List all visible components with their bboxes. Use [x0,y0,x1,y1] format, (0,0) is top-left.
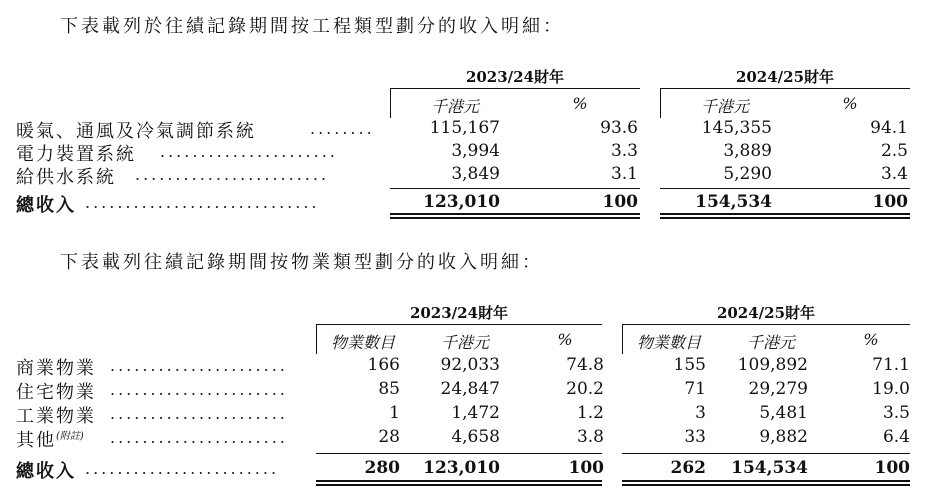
table2-unit-count-2: 物業數目 [636,333,701,352]
table2-unit-pct-1: % [557,330,573,349]
table1-unit-pct-1: % [572,94,588,113]
table2-total-cell: 123,010 [423,458,500,478]
table2-cell: 19.0 [872,379,910,399]
table1-total-cell: 123,010 [423,192,500,212]
leader-dots: ...................... [110,428,288,447]
table2-cell: 3 [695,403,706,423]
leader-dots: ...................... [160,142,338,161]
table1-col-divider-1 [390,88,391,118]
table1-cell: 3.4 [880,164,908,184]
table2-total-cell: 154,534 [731,458,808,478]
footnote-marker: (附註) [56,431,84,442]
table1-year-rule-2 [660,88,910,89]
intro-text-property-type: 下表載列往績記錄期間按物業類型劃分的收入明細： [60,252,543,273]
table1-subtotal-rule-1 [390,188,640,189]
table1-cell: 3,849 [451,164,500,184]
table2-cell: 1 [389,403,400,423]
table2-unit-hkd-2: 千港元 [746,333,795,352]
table2-cell: 6.4 [882,427,910,447]
table2-cell: 71 [684,379,706,399]
leader-dots: ...................... [110,356,288,375]
table2-cell: 5,481 [759,403,808,423]
table2-cell: 92,033 [440,355,500,375]
table2-total-cell: 280 [364,458,400,478]
table2-subtotal-rule-2 [622,453,910,454]
table2-cell: 20.2 [566,379,604,399]
leader-dots: ........................ [135,165,330,184]
table1-cell: 3,994 [451,141,500,161]
table2-cell: 28 [378,427,400,447]
table1-total-double-rule-1 [390,213,640,219]
table2-unit-pct-2: % [863,330,879,349]
table1-cell: 3,889 [723,141,772,161]
table2-year-rule-1 [316,324,602,325]
leader-dots: ........................ [85,459,280,478]
table1-cell: 145,355 [701,118,772,138]
table2-year-header-1: 2023/24財年 [409,304,509,322]
table1-cell: 3.1 [610,164,638,184]
leader-dots: ...................... [110,380,288,399]
table2-row-label: 住宅物業 [16,382,96,403]
table1-total-label: 總收入 [16,195,76,216]
table2-cell: 155 [673,355,706,375]
table2-row-label [16,426,84,452]
table1-cell: 3.3 [610,141,638,161]
table1-cell: 115,167 [429,118,500,138]
leader-dots: ........ [310,119,375,138]
table2-cell: 29,279 [748,379,808,399]
table2-cell: 85 [378,379,400,399]
leader-dots: ............................. [85,193,320,212]
table1-unit-hkd-1: 千港元 [430,97,479,116]
table2-row-label-text: 其他 [16,430,56,451]
table2-total-cell: 262 [670,458,706,478]
table1-total-cell: 100 [872,192,908,212]
table2-col-divider-1 [316,324,317,354]
table2-unit-hkd-1: 千港元 [440,333,489,352]
table2-total-double-rule-1 [316,480,602,486]
table2-cell: 3.5 [882,403,910,423]
table2-year-rule-2 [622,324,910,325]
table2-cell: 24,847 [440,379,500,399]
table1-year-rule-1 [390,88,640,89]
table2-cell: 74.8 [566,355,604,375]
table2-year-header-2: 2024/25財年 [716,304,816,322]
table2-col-divider-2 [622,324,623,354]
table2-cell: 166 [367,355,400,375]
table2-total-double-rule-2 [622,480,910,486]
table2-cell: 9,882 [759,427,808,447]
table1-year-header-2: 2024/25財年 [735,68,835,86]
table2-cell: 4,658 [451,427,500,447]
leader-dots: ...................... [110,404,288,423]
table1-row-label: 暖氣、通風及冷氣調節系統 [16,121,256,142]
table1-total-cell: 154,534 [695,192,772,212]
table1-subtotal-rule-2 [660,188,910,189]
table1-unit-pct-2: % [842,94,858,113]
table2-subtotal-rule-1 [316,453,602,454]
table1-cell: 93.6 [600,118,638,138]
table1-year-header-1: 2023/24財年 [465,68,565,86]
table1-row-label: 給供水系統 [16,167,116,188]
table1-cell: 5,290 [723,164,772,184]
table2-total-cell: 100 [568,458,604,478]
table2-cell: 109,892 [737,355,808,375]
table2-cell: 33 [684,427,706,447]
table1-row-label: 電力裝置系統 [16,144,136,165]
table2-cell: 3.8 [576,427,604,447]
table2-cell: 1.2 [576,403,604,423]
table2-row-label: 商業物業 [16,358,96,379]
table1-total-double-rule-2 [660,213,910,219]
table2-total-cell: 100 [874,458,910,478]
table1-col-divider-2 [660,88,661,118]
table1-total-cell: 100 [602,192,638,212]
table2-total-label: 總收入 [16,461,76,482]
table2-cell: 71.1 [872,355,910,375]
table2-unit-count-1: 物業數目 [330,333,395,352]
intro-text-work-type: 下表載列於往績記錄期間按工程類型劃分的收入明細： [60,16,564,37]
table2-cell: 1,472 [451,403,500,423]
table1-cell: 94.1 [870,118,908,138]
table1-unit-hkd-2: 千港元 [700,97,749,116]
table2-row-label: 工業物業 [16,406,96,427]
table1-cell: 2.5 [880,141,908,161]
